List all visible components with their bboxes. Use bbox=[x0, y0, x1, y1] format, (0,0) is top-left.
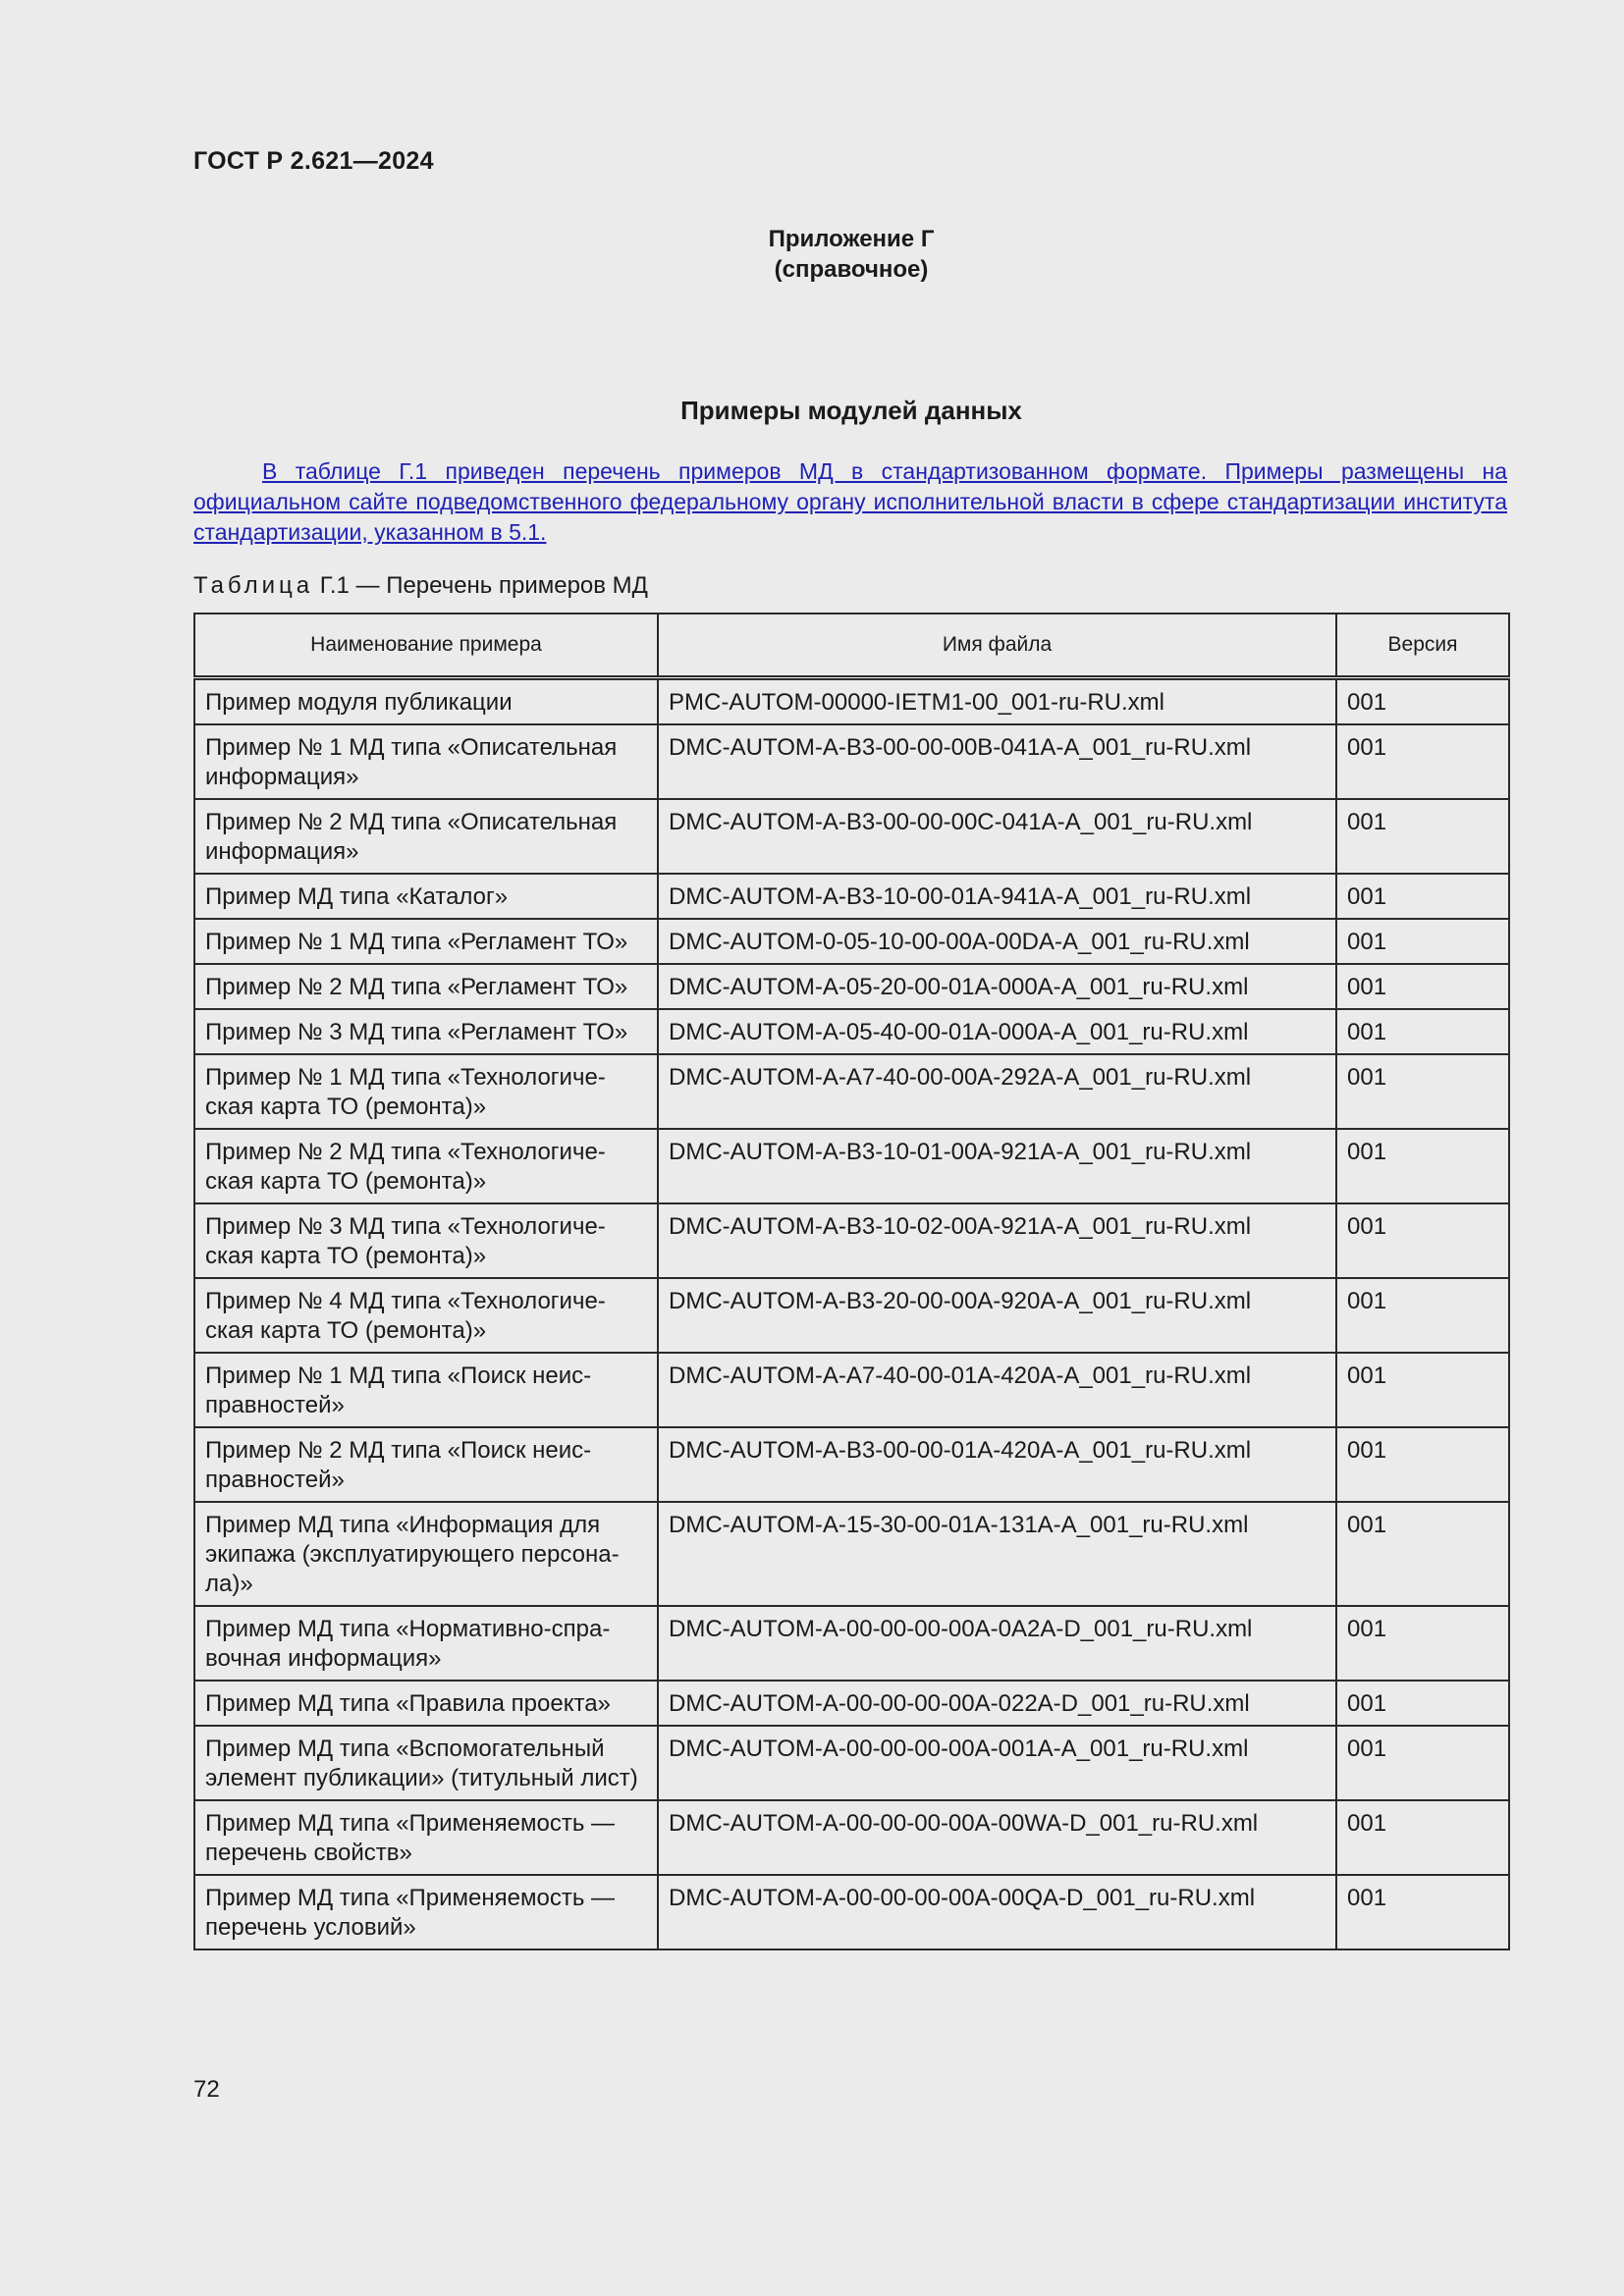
cell-example-name: Пример № 1 МД типа «Технологиче-ская карта ТО (ремонта)» bbox=[194, 1054, 658, 1129]
cell-example-name: Пример № 2 МД типа «Регламент ТО» bbox=[194, 964, 658, 1009]
cell-version: 001 bbox=[1336, 1427, 1509, 1502]
table-row bbox=[194, 1009, 1509, 1054]
cell-version: 001 bbox=[1336, 1353, 1509, 1427]
cell-example-name: Пример № 2 МД типа «Описательная информация» bbox=[194, 799, 658, 874]
cell-version: 001 bbox=[1336, 874, 1509, 919]
cell-file-name: DMC-AUTOM-A-00-00-00-00A-00QA-D_001_ru-RU.xml bbox=[658, 1875, 1336, 1949]
cell-example-name: Пример МД типа «Применяемость — перечень условий» bbox=[194, 1875, 658, 1949]
table-row bbox=[194, 1353, 1509, 1427]
cell-file-name: DMC-AUTOM-A-B3-10-02-00A-921A-A_001_ru-RU.xml bbox=[658, 1203, 1336, 1278]
table-header-row bbox=[194, 614, 1509, 678]
table-body bbox=[194, 678, 1509, 1950]
cell-version: 001 bbox=[1336, 1278, 1509, 1353]
cell-version: 001 bbox=[1336, 1129, 1509, 1203]
cell-file-name: DMC-AUTOM-A-00-00-00-00A-00WA-D_001_ru-RU.xml bbox=[658, 1800, 1336, 1875]
cell-example-name: Пример МД типа «Каталог» bbox=[194, 874, 658, 919]
appendix-type: (справочное) bbox=[774, 256, 929, 283]
cell-file-name: DMC-AUTOM-0-05-10-00-00A-00DA-A_001_ru-RU.xml bbox=[658, 919, 1336, 964]
cell-version: 001 bbox=[1336, 964, 1509, 1009]
table-row bbox=[194, 1726, 1509, 1800]
table-row bbox=[194, 874, 1509, 919]
cell-version: 001 bbox=[1336, 799, 1509, 874]
cell-version: 001 bbox=[1336, 1681, 1509, 1726]
cell-example-name: Пример № 1 МД типа «Описательная информация» bbox=[194, 724, 658, 799]
section-title: Примеры модулей данных bbox=[680, 396, 1022, 425]
table-caption-prefix: Таблица bbox=[193, 572, 314, 599]
table-caption bbox=[193, 572, 648, 600]
cell-version: 001 bbox=[1336, 1054, 1509, 1129]
header-version: Версия bbox=[1336, 614, 1509, 678]
table-row bbox=[194, 1054, 1509, 1129]
cell-example-name: Пример модуля публикации bbox=[194, 678, 658, 725]
table-row bbox=[194, 919, 1509, 964]
table-row bbox=[194, 1681, 1509, 1726]
cell-file-name: DMC-AUTOM-A-00-00-00-00A-001A-A_001_ru-RU.xml bbox=[658, 1726, 1336, 1800]
cell-file-name: DMC-AUTOM-A-A7-40-00-01A-420A-A_001_ru-RU.xml bbox=[658, 1353, 1336, 1427]
cell-file-name: DMC-AUTOM-A-05-20-00-01A-000A-A_001_ru-RU.xml bbox=[658, 964, 1336, 1009]
page-number: 72 bbox=[193, 2076, 220, 2103]
table-row bbox=[194, 964, 1509, 1009]
table-row bbox=[194, 1278, 1509, 1353]
cell-file-name: DMC-AUTOM-A-B3-00-00-00B-041A-A_001_ru-RU.xml bbox=[658, 724, 1336, 799]
cell-file-name: DMC-AUTOM-A-B3-10-00-01A-941A-A_001_ru-RU.xml bbox=[658, 874, 1336, 919]
cell-file-name: DMC-AUTOM-A-A7-40-00-00A-292A-A_001_ru-RU.xml bbox=[658, 1054, 1336, 1129]
cell-version: 001 bbox=[1336, 1875, 1509, 1949]
cell-version: 001 bbox=[1336, 678, 1509, 725]
cell-file-name: DMC-AUTOM-A-15-30-00-01A-131A-A_001_ru-RU.xml bbox=[658, 1502, 1336, 1606]
cell-file-name: DMC-AUTOM-A-B3-20-00-00A-920A-A_001_ru-RU.xml bbox=[658, 1278, 1336, 1353]
cell-file-name: PMC-AUTOM-00000-IETM1-00_001-ru-RU.xml bbox=[658, 678, 1336, 725]
cell-file-name: DMC-AUTOM-A-05-40-00-01A-000A-A_001_ru-RU.xml bbox=[658, 1009, 1336, 1054]
header-example-name: Наименование примера bbox=[194, 614, 658, 678]
cell-file-name: DMC-AUTOM-A-B3-00-00-01A-420A-A_001_ru-RU.xml bbox=[658, 1427, 1336, 1502]
cell-example-name: Пример № 4 МД типа «Технологиче-ская карта ТО (ремонта)» bbox=[194, 1278, 658, 1353]
cell-file-name: DMC-AUTOM-A-B3-00-00-00C-041A-A_001_ru-RU.xml bbox=[658, 799, 1336, 874]
cell-example-name: Пример № 2 МД типа «Технологиче-ская карта ТО (ремонта)» bbox=[194, 1129, 658, 1203]
cell-version: 001 bbox=[1336, 1800, 1509, 1875]
cell-example-name: Пример № 1 МД типа «Регламент ТО» bbox=[194, 919, 658, 964]
table-row bbox=[194, 1800, 1509, 1875]
appendix-title: Приложение Г bbox=[768, 226, 935, 252]
table-row bbox=[194, 1203, 1509, 1278]
cell-example-name: Пример МД типа «Правила проекта» bbox=[194, 1681, 658, 1726]
table-row bbox=[194, 724, 1509, 799]
appendix-heading bbox=[0, 224, 1624, 285]
table-row bbox=[194, 799, 1509, 874]
header-file-name: Имя файла bbox=[658, 614, 1336, 678]
intro-link[interactable]: В таблице Г.1 приведен перечень примеров МД в стандартизованном формате. Примеры размещены на официальном сайте подведомственного федеральному органу исполнительной власти в сфере стандартизации института стандартизации, указанном в 5.1. bbox=[193, 458, 1507, 545]
cell-version: 001 bbox=[1336, 919, 1509, 964]
cell-version: 001 bbox=[1336, 1009, 1509, 1054]
intro-paragraph bbox=[193, 456, 1507, 548]
table-row bbox=[194, 1606, 1509, 1681]
cell-example-name: Пример МД типа «Информация для экипажа (эксплуатирующего персона-ла)» bbox=[194, 1502, 658, 1606]
cell-version: 001 bbox=[1336, 1203, 1509, 1278]
document-header: ГОСТ Р 2.621—2024 bbox=[193, 147, 434, 175]
cell-version: 001 bbox=[1336, 724, 1509, 799]
table-row bbox=[194, 1875, 1509, 1949]
cell-file-name: DMC-AUTOM-A-B3-10-01-00A-921A-A_001_ru-RU.xml bbox=[658, 1129, 1336, 1203]
cell-version: 001 bbox=[1336, 1502, 1509, 1606]
cell-file-name: DMC-AUTOM-A-00-00-00-00A-0A2A-D_001_ru-RU.xml bbox=[658, 1606, 1336, 1681]
table-row bbox=[194, 1129, 1509, 1203]
cell-file-name: DMC-AUTOM-A-00-00-00-00A-022A-D_001_ru-RU.xml bbox=[658, 1681, 1336, 1726]
cell-example-name: Пример № 1 МД типа «Поиск неис-правностей» bbox=[194, 1353, 658, 1427]
cell-example-name: Пример № 3 МД типа «Регламент ТО» bbox=[194, 1009, 658, 1054]
table-row bbox=[194, 1427, 1509, 1502]
table-row bbox=[194, 1502, 1509, 1606]
cell-example-name: Пример МД типа «Применяемость — перечень свойств» bbox=[194, 1800, 658, 1875]
cell-example-name: Пример МД типа «Вспомогательный элемент публикации» (титульный лист) bbox=[194, 1726, 658, 1800]
examples-table bbox=[193, 613, 1510, 1950]
cell-example-name: Пример № 3 МД типа «Технологиче-ская карта ТО (ремонта)» bbox=[194, 1203, 658, 1278]
table-row bbox=[194, 678, 1509, 725]
cell-example-name: Пример № 2 МД типа «Поиск неис-правностей» bbox=[194, 1427, 658, 1502]
cell-version: 001 bbox=[1336, 1726, 1509, 1800]
table-caption-text: Г.1 — Перечень примеров МД bbox=[313, 572, 648, 599]
cell-version: 001 bbox=[1336, 1606, 1509, 1681]
cell-example-name: Пример МД типа «Нормативно-спра-вочная информация» bbox=[194, 1606, 658, 1681]
